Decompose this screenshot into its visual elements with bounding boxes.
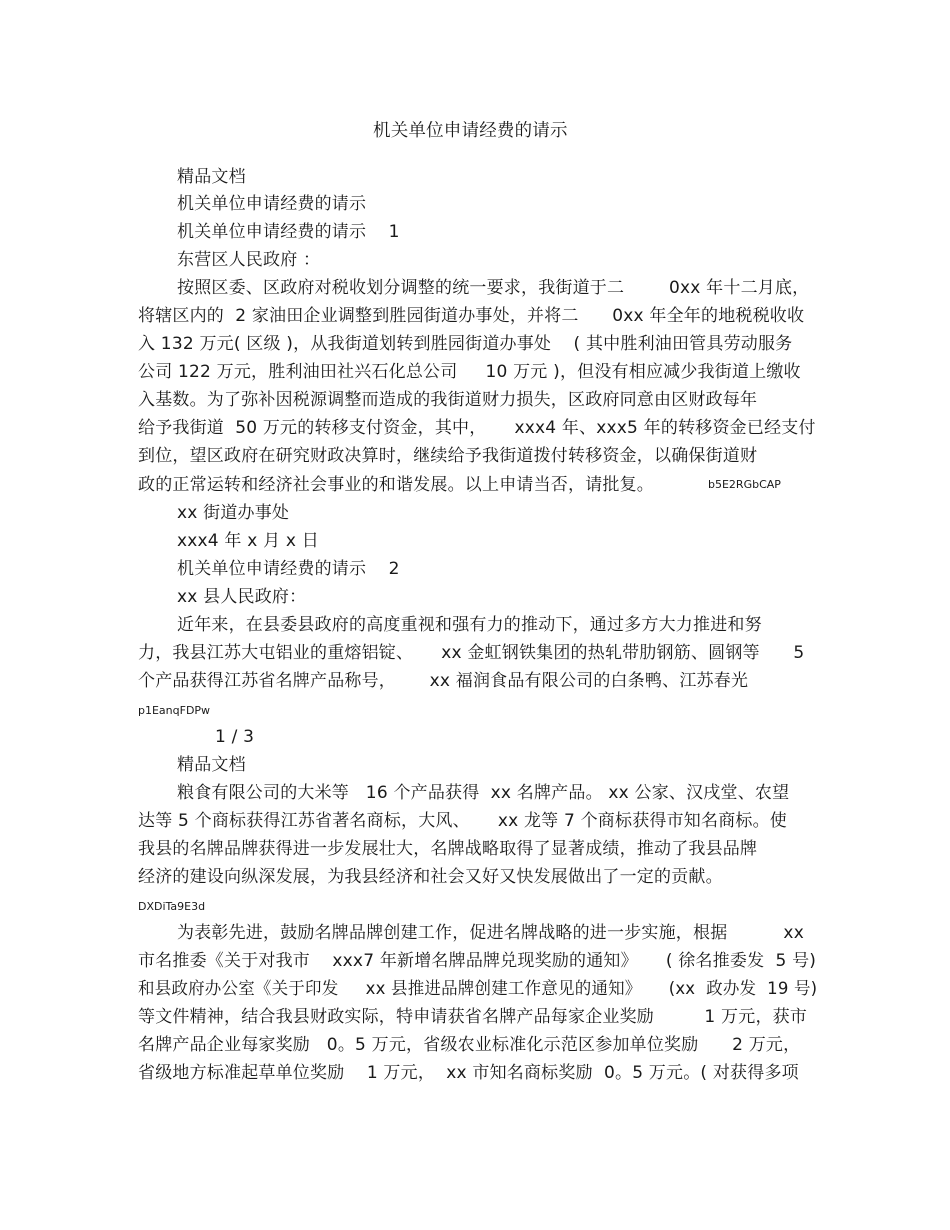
text-line: 精品文档 <box>177 167 246 187</box>
text-line: 力，我县江苏大屯铝业的重熔铝锭、 xx 金虹钢铁集团的热轧带肋钢筋、圆钢等 5 <box>138 643 805 663</box>
text-line: xx 县人民政府： <box>177 587 307 607</box>
text-line: 入 132 万元( 区级 )，从我街道划转到胜园街道办事处 ( 其中胜利油田管具劳动服务 <box>138 334 793 354</box>
text-line: 东营区人民政府 ： <box>177 250 321 270</box>
text-line: 给予我街道 50 万元的转移支付资金，其中， xxx4 年、xxx5 年的转移资金已经支付 <box>138 418 816 438</box>
text-line: 达等 5 个商标获得江苏省著名商标，大风、 xx 龙等 7 个商标获得市知名商标。使 <box>138 811 787 831</box>
text-line: 机关单位申请经费的请示 1 <box>177 222 400 242</box>
text-line: 市名推委《关于对我市 xxx7 年新增名牌品牌兑现奖励的通知》 ( 徐名推委发 5 号) <box>138 951 817 971</box>
text-line: 近年来，在县委县政府的高度重视和强有力的推动下，通过多方大力推进和努 <box>177 615 762 635</box>
text-line: 精品文档 <box>177 755 246 775</box>
text-line: 到位，望区政府在研究财政决算时，继续给予我街道拨付转移资金，以确保街道财 <box>138 446 758 466</box>
text-line: 公司 122 万元，胜利油田社兴石化总公司 10 万元 )，但没有相应减少我街道上缴收 <box>138 362 801 382</box>
doc-code: b5E2RGbCAP <box>708 478 781 491</box>
text-line: 经济的建设向纵深发展，为我县经济和社会又好又快发展做出了一定的贡献。 <box>138 867 723 887</box>
text-line: 机关单位申请经费的请示 <box>177 194 367 214</box>
text-line: 我县的名牌品牌获得进一步发展壮大，名牌战略取得了显著成绩，推动了我县品牌 <box>138 839 758 859</box>
text-line: xx 街道办事处 <box>177 503 290 523</box>
doc-code: DXDiTa9E3d <box>138 900 206 913</box>
text-line: 机关单位申请经费的请示 2 <box>177 559 400 579</box>
text-line: 粮食有限公司的大米等 16 个产品获得 xx 名牌产品。 xx 公家、汉戌堂、农望 <box>177 783 790 803</box>
text-line: 政的正常运转和经济社会事业的和谐发展。以上申请当否，请批复。 <box>138 475 654 495</box>
text-line: 名牌产品企业每家奖励 0。5 万元，省级农业标准化示范区参加单位奖励 2 万元， <box>138 1035 801 1055</box>
text-line: 为表彰先进，鼓励名牌品牌创建工作，促进名牌战略的进一步实施，根据 xx <box>177 923 804 943</box>
text-line: 省级地方标准起草单位奖励 1 万元， xx 市知名商标奖励 0。5 万元。( 对获得多项 <box>138 1063 799 1083</box>
document-title: 机关单位申请经费的请示 <box>373 121 568 141</box>
doc-code: p1EanqFDPw <box>138 704 211 717</box>
text-line: 和县政府办公室《关于印发 xx 县推进品牌创建工作意见的通知》 (xx 政办发 19 号) <box>138 979 818 999</box>
page-number: 1 / 3 <box>215 727 255 747</box>
text-line: 将辖区内的 2 家油田企业调整到胜园街道办事处，并将二 0xx 年全年的地税税收收 <box>138 306 805 326</box>
text-line: xxx4 年 x 月 x 日 <box>177 531 319 551</box>
text-line: 等文件精神，结合我县财政实际，特申请获省名牌产品每家企业奖励 1 万元，获市 <box>138 1007 808 1027</box>
text-line: 入基数。为了弥补因税源调整而造成的我街道财力损失，区政府同意由区财政每年 <box>138 390 758 410</box>
text-line: 个产品获得江苏省名牌产品称号， xx 福润食品有限公司的白条鸭、江苏春光 <box>138 671 749 691</box>
text-line: 按照区委、区政府对税收划分调整的统一要求，我街道于二 0xx 年十二月底， <box>177 278 810 298</box>
